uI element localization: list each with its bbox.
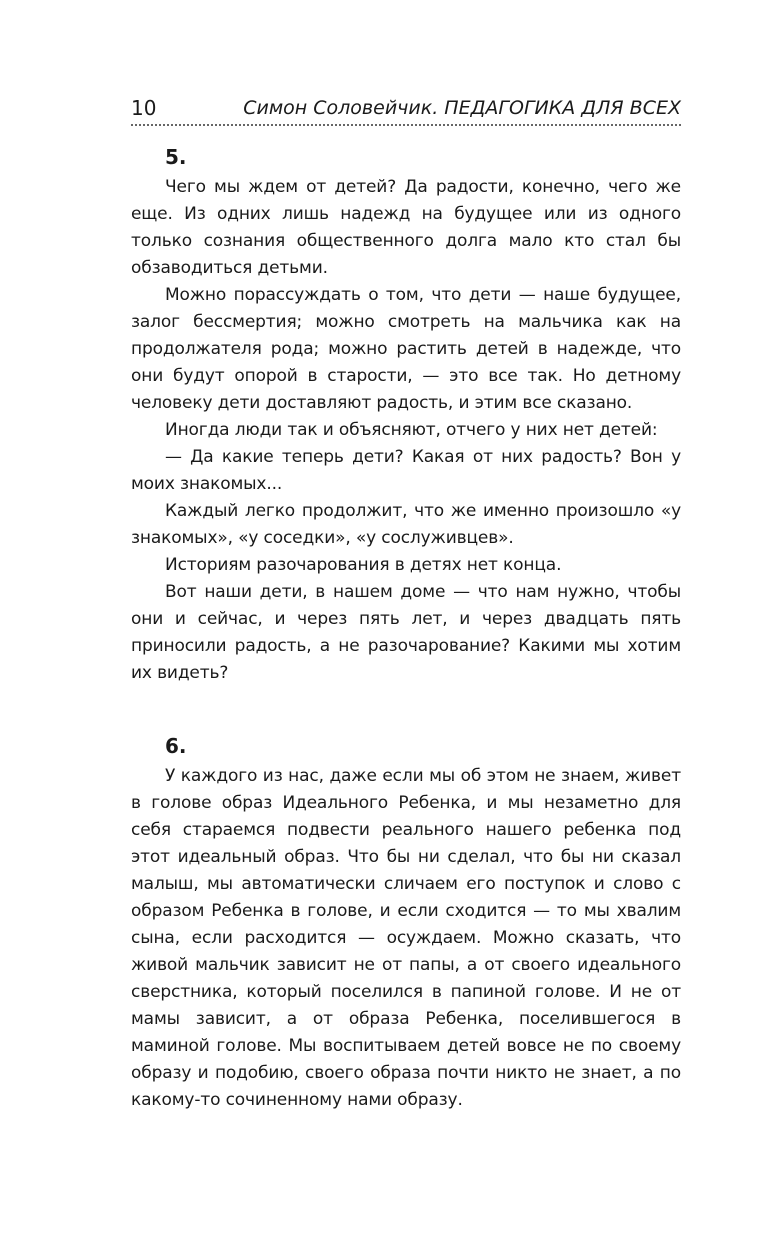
dialogue-paragraph: — Да какие теперь дети? Какая от них радость? Вон у моих знакомых... <box>131 447 681 494</box>
paragraph: Вот наши дети, в нашем доме — что нам нужно, чтобы они и сейчас, и через пять лет, и через двадцать пять приносили радость, а не разочарование? Какими мы хотим их видеть? <box>131 582 681 683</box>
paragraph: Иногда люди так и объясняют, отчего у них нет детей: <box>165 420 658 440</box>
running-head <box>131 96 681 122</box>
paragraph: Можно порассуждать о том, что дети — наше будущее, залог бессмертия; можно смотреть на мальчика как на продолжателя рода; можно растить детей в надежде, что они будут опорой в старости, — это все так. Но детному человеку дети доставляют радость, и этим все сказано. <box>131 285 681 413</box>
paragraph: Каждый легко продолжит, что же именно произошло «у знакомых», «у соседки», «у сослуживцев». <box>131 501 681 548</box>
page-number: 10 <box>131 96 157 120</box>
paragraph: Чего мы ждем от детей? Да радости, конечно, чего же еще. Из одних лишь надежд на будущее или из одного только сознания общественного долга мало кто стал бы обзаводиться детьми. <box>131 177 681 278</box>
header-dotted-rule <box>131 124 681 126</box>
section-5 <box>131 143 681 687</box>
paragraph: Историям разочарования в детях нет конца. <box>165 555 562 575</box>
running-title: Симон Соловейчик. ПЕДАГОГИКА ДЛЯ ВСЕХ <box>243 97 681 119</box>
section-6 <box>131 732 681 1114</box>
section-heading: 6. <box>165 734 187 758</box>
paragraph: У каждого из нас, даже если мы об этом не знаем, живет в голове образ Идеального Ребенка, и мы незаметно для себя стараемся подвести реального нашего ребенка под этот идеальный образ. Что бы ни сделал, что бы ни сказал малыш, мы автоматически сличаем его поступок и слово с образом Ребенка в голове, и если сходится — то мы хвалим сына, если расходится — осуждаем. Можно сказать, что живой мальчик зависит не от папы, а от своего идеального сверстника, который поселился в папиной голове. И не от мамы зависит, а от образа Ребенка, поселившегося в маминой голове. Мы воспитываем детей вовсе не по своему образу и подобию, своего образа почти никто не знает, а по какому-то сочиненному нами образу. <box>131 766 681 1110</box>
section-heading: 5. <box>165 145 187 169</box>
